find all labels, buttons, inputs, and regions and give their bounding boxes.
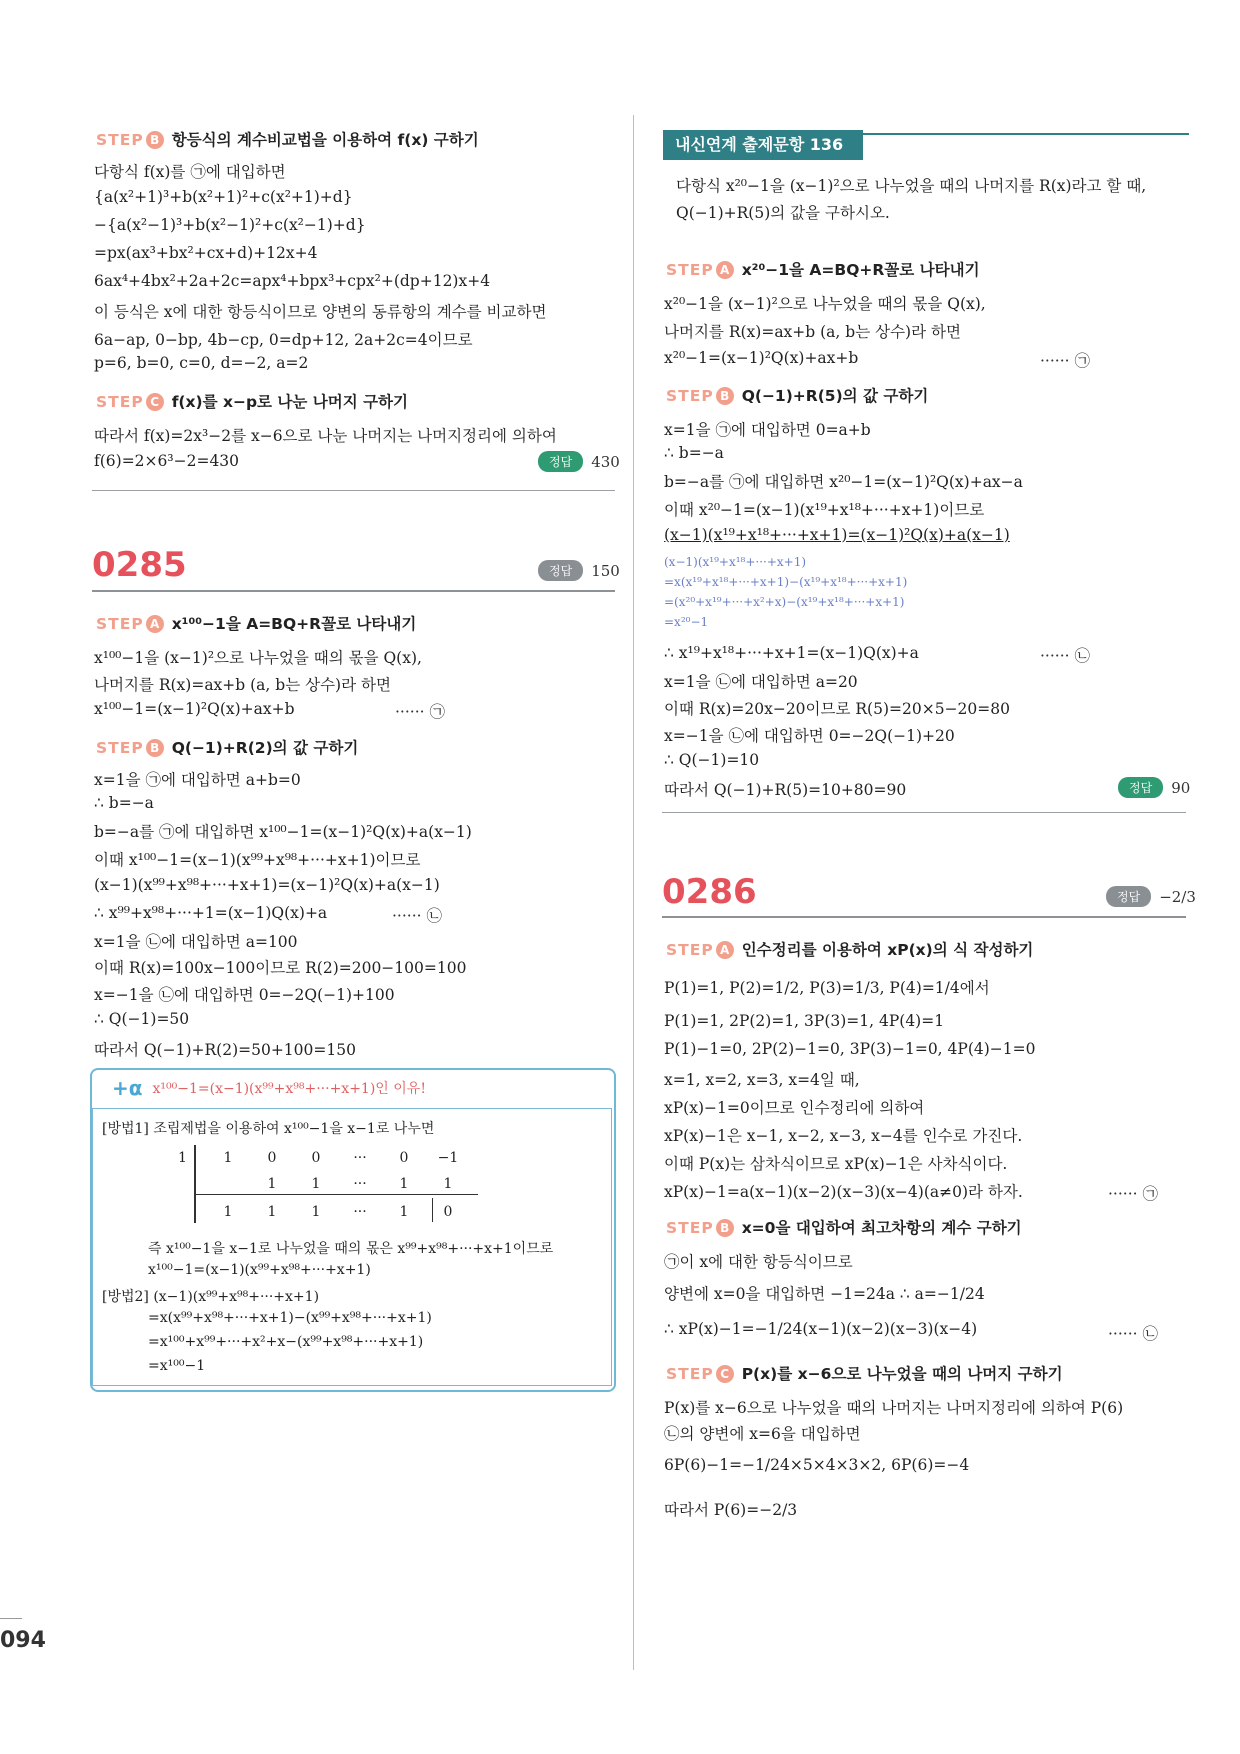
synth-cell: 0: [267, 1150, 277, 1166]
section-rule: [662, 812, 1186, 813]
banner-rule: [863, 133, 1189, 135]
answer-value: 150: [591, 561, 620, 580]
step-a-heading: STEP A 인수정리를 이용하여 xP(x)의 식 작성하기: [666, 941, 1034, 959]
text-line: x=1을 ㉠에 대입하면 0=a+b: [664, 421, 871, 439]
note-line: =x(x¹⁹+x¹⁸+···+x+1)−(x¹⁹+x¹⁸+···+x+1): [664, 575, 908, 589]
synth-cell: −1: [437, 1150, 459, 1166]
text-line: ㉠이 x에 대한 항등식이므로: [664, 1253, 853, 1271]
problem-rule: [662, 916, 1186, 918]
method-2-title: [방법2] (x−1)(x⁹⁹+x⁹⁸+···+x+1): [102, 1289, 320, 1305]
text-line: ∴ Q(−1)=50: [94, 1010, 190, 1028]
equation-mark: ······ ㉡: [1040, 647, 1090, 665]
equation-mark: ······ ㉠: [1108, 1185, 1158, 1203]
equation-mark: ······ ㉠: [395, 703, 445, 721]
text-line: 이때 x²⁰−1=(x−1)(x¹⁹+x¹⁸+···+x+1)이므로: [664, 501, 985, 519]
text-line: (x−1)(x¹⁹+x¹⁸+···+x+1)=(x−1)²Q(x)+a(x−1): [664, 526, 1010, 544]
text-line: P(1)=1, 2P(2)=1, 3P(3)=1, 4P(4)=1: [664, 1012, 945, 1030]
answer-badge: [1118, 777, 1190, 798]
problem-number: 0285: [92, 545, 187, 585]
answer-label: 정답: [1118, 777, 1163, 798]
text-line: =px(ax³+bx²+cx+d)+12x+4: [94, 244, 318, 262]
text-line: f(6)=2×6³−2=430: [94, 452, 240, 470]
text-line: −{a(x²−1)³+b(x²−1)²+c(x²−1)+d}: [94, 216, 366, 234]
page-number: 094: [0, 1628, 46, 1653]
answer-label: 정답: [538, 560, 583, 581]
synth-cell: 1: [399, 1176, 409, 1192]
synth-cell: 1: [223, 1150, 233, 1166]
synth-cell: 0: [311, 1150, 321, 1166]
step-b-heading: STEP B Q(−1)+R(5)의 값 구하기: [666, 387, 929, 405]
text-line: =x(x⁹⁹+x⁹⁸+···+x+1)−(x⁹⁹+x⁹⁸+···+x+1): [148, 1310, 432, 1326]
plus-alpha-header: [112, 1076, 426, 1100]
synth-cell: 1: [223, 1204, 233, 1220]
note-line: =x²⁰−1: [664, 615, 709, 629]
method-1-title: [방법1] 조립제법을 이용하여 x¹⁰⁰−1을 x−1로 나누면: [102, 1121, 435, 1137]
text-line: p=6, b=0, c=0, d=−2, a=2: [94, 354, 309, 372]
answer-value: 430: [591, 452, 620, 471]
text-line: ∴ x¹⁹+x¹⁸+···+x+1=(x−1)Q(x)+a: [664, 644, 919, 662]
synthetic-row-result: [206, 1197, 470, 1227]
text-line: x=1, x=2, x=3, x=4일 때,: [664, 1071, 860, 1089]
synthetic-row-coefficients: [206, 1145, 470, 1171]
synth-cell: ···: [353, 1204, 367, 1220]
synth-cell: 1: [399, 1204, 409, 1220]
problem-number: 0286: [662, 872, 757, 912]
text-line: x=1을 ㉡에 대입하면 a=20: [664, 673, 858, 691]
text-line: 이때 R(x)=100x−100이므로 R(2)=200−100=100: [94, 959, 467, 977]
synth-cell: 1: [443, 1176, 453, 1192]
text-line: xP(x)−1=0이므로 인수정리에 의하여: [664, 1099, 925, 1117]
synth-cell: [206, 1171, 250, 1197]
synthetic-vertical-line: [194, 1145, 196, 1223]
synthetic-division-table: [206, 1145, 470, 1227]
synth-cell: 1: [311, 1204, 321, 1220]
text-line: P(x)를 x−6으로 나누었을 때의 나머지는 나머지정리에 의하여 P(6): [664, 1399, 1124, 1417]
plus-alpha-icon: +α: [112, 1076, 143, 1100]
step-b-heading: STEP B Q(−1)+R(2)의 값 구하기: [96, 739, 359, 757]
text-line: 따라서 Q(−1)+R(2)=50+100=150: [94, 1041, 356, 1059]
text-line: 따라서 Q(−1)+R(5)=10+80=90: [664, 781, 907, 799]
answer-label: 정답: [1106, 886, 1151, 907]
step-c-heading: STEP C P(x)를 x−6으로 나누었을 때의 나머지 구하기: [666, 1365, 1063, 1383]
synth-cell: 1: [311, 1176, 321, 1192]
plus-alpha-title: x¹⁰⁰−1=(x−1)(x⁹⁹+x⁹⁸+···+x+1)인 이유!: [152, 1081, 426, 1097]
text-line: x¹⁰⁰−1=(x−1)(x⁹⁹+x⁹⁸+···+x+1): [148, 1262, 371, 1278]
text-line: xP(x)−1은 x−1, x−2, x−3, x−4를 인수로 가진다.: [664, 1127, 1023, 1145]
text-line: ∴ x⁹⁹+x⁹⁸+···+1=(x−1)Q(x)+a: [94, 904, 328, 922]
text-line: 6P(6)−1=−1/24×5×4×3×2, 6P(6)=−4: [664, 1456, 970, 1474]
text-line: 따라서 f(x)=2x³−2를 x−6으로 나눈 나머지는 나머지정리에 의하여: [94, 427, 557, 445]
text-line: x=−1을 ㉡에 대입하면 0=−2Q(−1)+100: [94, 986, 395, 1004]
text-line: P(1)−1=0, 2P(2)−1=0, 3P(3)−1=0, 4P(4)−1=0: [664, 1040, 1036, 1058]
problem-text: 다항식 x²⁰−1을 (x−1)²으로 나누었을 때의 나머지를 R(x)라고 할 때,: [676, 177, 1147, 195]
column-divider: [633, 115, 634, 1670]
text-line: {a(x²+1)³+b(x²+1)²+c(x²+1)+d}: [94, 188, 353, 206]
step-b-heading: STEP B x=0을 대입하여 최고차항의 계수 구하기: [666, 1219, 1022, 1237]
equation-mark: ······ ㉡: [1108, 1325, 1158, 1343]
text-line: =x¹⁰⁰+x⁹⁹+···+x²+x−(x⁹⁹+x⁹⁸+···+x+1): [148, 1334, 424, 1350]
text-line: ∴ b=−a: [94, 794, 154, 812]
text-line: 즉 x¹⁰⁰−1을 x−1로 나누었을 때의 몫은 x⁹⁹+x⁹⁸+···+x+1이므로: [148, 1241, 554, 1257]
page-number-rule: [0, 1618, 22, 1619]
step-b-heading: STEP B 항등식의 계수비교법을 이용하여 f(x) 구하기: [96, 131, 479, 149]
synth-cell: 1: [267, 1176, 277, 1192]
synth-cell: ···: [353, 1176, 367, 1192]
text-line: ∴ Q(−1)=10: [664, 751, 760, 769]
synthetic-row-products: [206, 1171, 470, 1197]
step-c-heading: STEP C f(x)를 x−p로 나눈 나머지 구하기: [96, 393, 408, 411]
step-a-heading: STEP A x²⁰−1을 A=BQ+R꼴로 나타내기: [666, 261, 980, 279]
text-line: (x−1)(x⁹⁹+x⁹⁸+···+x+1)=(x−1)²Q(x)+a(x−1): [94, 876, 440, 894]
answer-value: −2/3: [1159, 887, 1196, 906]
text-line: x²⁰−1을 (x−1)²으로 나누었을 때의 몫을 Q(x),: [664, 295, 986, 313]
text-line: 다항식 f(x)를 ㉠에 대입하면: [94, 163, 286, 181]
text-line: 이때 P(x)는 삼차식이므로 xP(x)−1은 사차식이다.: [664, 1155, 1008, 1173]
text-line: 6ax⁴+4bx²+2a+2c=apx⁴+bpx³+cpx²+(dp+12)x+4: [94, 272, 491, 290]
step-a-heading: STEP A x¹⁰⁰−1을 A=BQ+R꼴로 나타내기: [96, 615, 417, 633]
text-line: x=−1을 ㉡에 대입하면 0=−2Q(−1)+20: [664, 727, 955, 745]
text-line: x=1을 ㉠에 대입하면 a+b=0: [94, 771, 301, 789]
equation-mark: ······ ㉠: [1040, 352, 1090, 370]
text-line: 나머지를 R(x)=ax+b (a, b는 상수)라 하면: [94, 676, 391, 694]
linked-problem-banner: 내신연계 출제문항 136: [663, 130, 863, 160]
answer-badge: [1106, 886, 1196, 907]
problem-rule: [92, 590, 615, 592]
synth-cell: 0: [399, 1150, 409, 1166]
synthetic-divisor: 1: [178, 1150, 187, 1166]
text-line: x¹⁰⁰−1=(x−1)²Q(x)+ax+b: [94, 700, 295, 718]
answer-badge: [538, 451, 620, 472]
text-line: 이때 x¹⁰⁰−1=(x−1)(x⁹⁹+x⁹⁸+···+x+1)이므로: [94, 851, 421, 869]
answer-label: 정답: [538, 451, 583, 472]
text-line: 나머지를 R(x)=ax+b (a, b는 상수)라 하면: [664, 323, 961, 341]
text-line: 따라서 P(6)=−2/3: [664, 1501, 798, 1519]
text-line: 이 등식은 x에 대한 항등식이므로 양변의 동류항의 계수를 비교하면: [94, 303, 547, 321]
synth-cell: ···: [353, 1150, 367, 1166]
equation-mark: ······ ㉡: [392, 907, 442, 925]
text-line: ㉡의 양변에 x=6을 대입하면: [664, 1425, 861, 1443]
text-line: 이때 R(x)=20x−20이므로 R(5)=20×5−20=80: [664, 700, 1010, 718]
text-line: x²⁰−1=(x−1)²Q(x)+ax+b: [664, 349, 859, 367]
text-line: P(1)=1, P(2)=1/2, P(3)=1/3, P(4)=1/4에서: [664, 979, 990, 997]
text-line: b=−a를 ㉠에 대입하면 x²⁰−1=(x−1)²Q(x)+ax−a: [664, 473, 1023, 491]
text-line: xP(x)−1=a(x−1)(x−2)(x−3)(x−4)(a≠0)라 하자.: [664, 1183, 1023, 1201]
synth-cell: 1: [267, 1204, 277, 1220]
text-line: x=1을 ㉡에 대입하면 a=100: [94, 933, 298, 951]
section-rule: [92, 490, 615, 491]
note-line: (x−1)(x¹⁹+x¹⁸+···+x+1): [664, 555, 807, 569]
text-line: x¹⁰⁰−1을 (x−1)²으로 나누었을 때의 몫을 Q(x),: [94, 649, 422, 667]
problem-text: Q(−1)+R(5)의 값을 구하시오.: [676, 204, 890, 222]
answer-badge: [538, 560, 620, 581]
text-line: b=−a를 ㉠에 대입하면 x¹⁰⁰−1=(x−1)²Q(x)+a(x−1): [94, 823, 472, 841]
answer-value: 90: [1171, 778, 1191, 797]
text-line: 양변에 x=0을 대입하면 −1=24a ∴ a=−1/24: [664, 1285, 985, 1303]
text-line: ∴ b=−a: [664, 444, 724, 462]
synth-cell: 0: [443, 1204, 453, 1220]
note-line: =(x²⁰+x¹⁹+···+x²+x)−(x¹⁹+x¹⁸+···+x+1): [664, 595, 905, 609]
text-line: ∴ xP(x)−1=−1/24(x−1)(x−2)(x−3)(x−4): [664, 1320, 978, 1338]
text-line: =x¹⁰⁰−1: [148, 1358, 206, 1374]
text-line: 6a−ap, 0−bp, 4b−cp, 0=dp+12, 2a+2c=4이므로: [94, 331, 473, 349]
